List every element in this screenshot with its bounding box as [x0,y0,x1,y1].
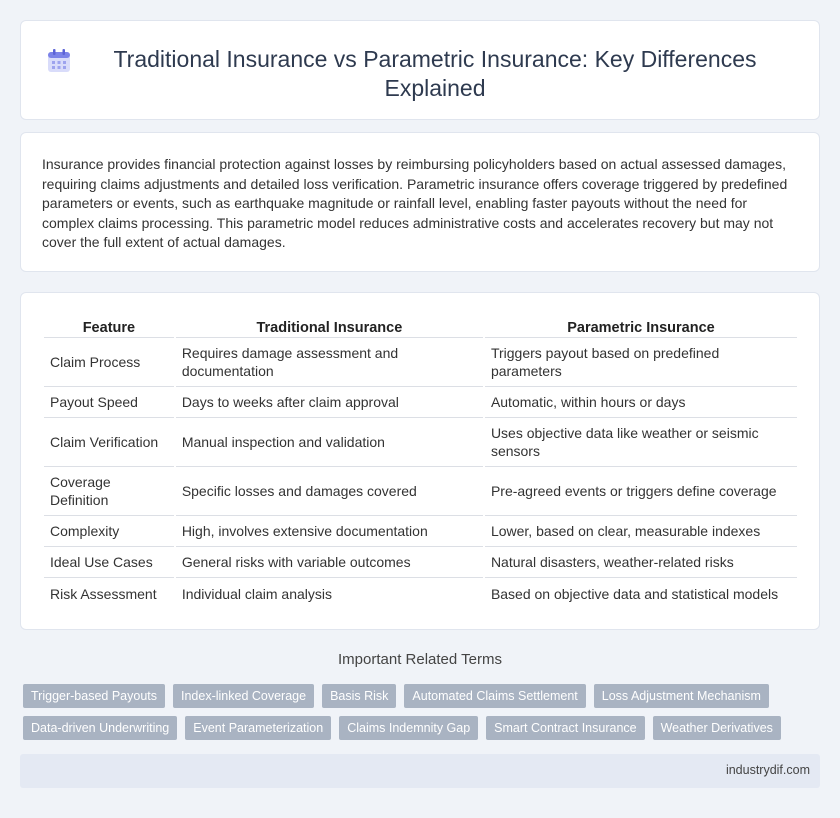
traditional-cell: Specific losses and damages covered [176,467,483,516]
term-tag[interactable]: Claims Indemnity Gap [339,716,478,740]
table-row [44,418,797,467]
parametric-cell: Pre-agreed events or triggers define coverage [485,467,797,516]
tag-row [23,684,823,708]
intro-card [20,132,820,272]
parametric-cell: Uses objective data like weather or seismic sensors [485,418,797,467]
term-tag[interactable]: Weather Derivatives [653,716,781,740]
table-row [44,338,797,387]
parametric-cell: Based on objective data and statistical models [490,585,779,602]
parametric-cell: Automatic, within hours or days [485,387,797,418]
table-row [44,578,797,609]
header-traditional: Traditional Insurance [176,315,483,338]
feature-cell: Ideal Use Cases [44,547,174,578]
header-parametric: Parametric Insurance [485,315,797,338]
feature-cell: Coverage Definition [44,467,174,516]
intro-paragraph: Insurance provides financial protection against losses by reimbursing policyholders based on actual assessed damages, requiring claims adjustments and detailed loss verification. Parametric insurance offers coverage triggered by predefined parameters or events, such as earthquake magnitude or rainfall level, enabling faster payouts without the need for complex claims processing. This parametric model reduces administrative costs and accelerates recovery but may not cover the full extent of actual damages. [42,156,788,250]
feature-cell: Claim Process [44,338,174,387]
title-card [20,20,820,120]
related-terms-tags [23,684,823,748]
term-tag[interactable]: Basis Risk [322,684,396,708]
table-row [44,516,797,547]
traditional-cell: Manual inspection and validation [176,418,483,467]
comparison-table [42,315,799,609]
traditional-cell: General risks with variable outcomes [176,547,483,578]
table-row [44,467,797,516]
tag-row [23,716,823,740]
term-tag[interactable]: Smart Contract Insurance [486,716,644,740]
parametric-cell: Lower, based on clear, measurable indexes [485,516,797,547]
feature-cell: Payout Speed [44,387,174,418]
traditional-cell: Individual claim analysis [181,585,332,602]
term-tag[interactable]: Automated Claims Settlement [404,684,585,708]
feature-cell: Risk Assessment [50,585,157,602]
traditional-cell: Days to weeks after claim approval [176,387,483,418]
related-terms-heading: Important Related Terms [338,651,502,668]
table-row [44,547,797,578]
table-row [44,387,797,418]
header-feature: Feature [44,315,174,338]
feature-cell: Claim Verification [44,418,174,467]
page-title: Traditional Insurance vs Parametric Insurance: Key Differences Explained [113,46,757,101]
traditional-cell: High, involves extensive documentation [176,516,483,547]
traditional-cell: Requires damage assessment and documentation [176,338,483,387]
footer [20,754,820,788]
term-tag[interactable]: Loss Adjustment Mechanism [594,684,769,708]
feature-cell: Complexity [44,516,174,547]
term-tag[interactable]: Trigger-based Payouts [23,684,165,708]
table-header-row [44,315,797,338]
comparison-card [20,292,820,630]
term-tag[interactable]: Data-driven Underwriting [23,716,177,740]
parametric-cell: Triggers payout based on predefined parameters [485,338,797,387]
footer-site[interactable]: industrydif.com [725,763,810,777]
term-tag[interactable]: Event Parameterization [185,716,331,740]
parametric-cell: Natural disasters, weather-related risks [485,547,797,578]
term-tag[interactable]: Index-linked Coverage [173,684,314,708]
